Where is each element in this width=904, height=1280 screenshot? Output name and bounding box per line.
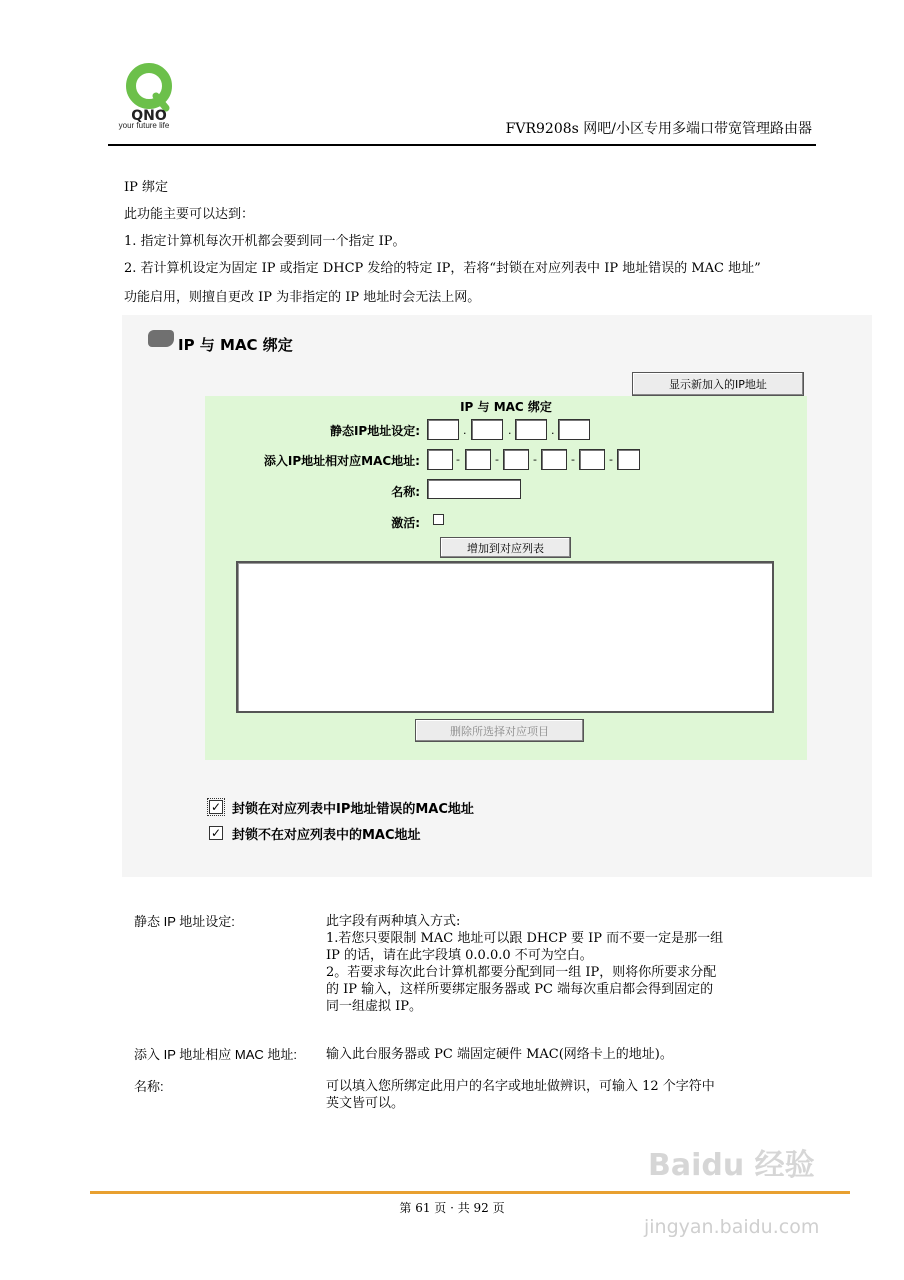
baidu-watermark-url: jingyan.baidu.com — [644, 1216, 820, 1238]
desc-name-text: 可以填入您所绑定此用户的名字或地址做辨识，可输入 12 个字符中 英文皆可以。 — [326, 1079, 715, 1111]
footer-divider — [90, 1191, 850, 1194]
page-number: 第 61 页 · 共 92 页 — [399, 1201, 505, 1215]
delete-selected-button[interactable]: 删除所选择对应项目 — [415, 719, 584, 742]
desc-mac-text: 输入此台服务器或 PC 端固定硬件 MAC(网络卡上的地址)。 — [326, 1047, 673, 1062]
static-ip-label: 静态IP地址设定: — [329, 424, 420, 438]
show-new-ip-button[interactable]: 显示新加入的IP地址 — [632, 372, 804, 396]
ip-octet-1-input[interactable] — [427, 419, 459, 440]
block-wrong-ip-mac-checkbox[interactable]: ✓ — [210, 800, 222, 814]
intro-line: 2. 若计算机设定为固定 IP 或指定 DHCP 发给的特定 IP，若将“封锁在对应列表中 IP 地址错误的 MAC 地址” — [124, 261, 761, 276]
form-header: IP 与 MAC 绑定 — [460, 400, 552, 414]
block-unlisted-mac-label: 封锁不在对应列表中的MAC地址 — [232, 828, 421, 843]
ip-octet-2-input[interactable] — [471, 419, 503, 440]
baidu-watermark: Baidu 经验 — [648, 1148, 815, 1183]
intro-line: 此功能主要可以达到： — [124, 207, 255, 222]
mac-byte-3-input[interactable] — [503, 449, 529, 470]
activate-checkbox[interactable] — [433, 514, 444, 525]
name-input[interactable] — [427, 479, 521, 499]
mac-dash: - — [571, 453, 575, 466]
mac-address-label: 添入IP地址相对应MAC地址: — [263, 454, 420, 468]
mac-dash: - — [609, 453, 613, 466]
mac-byte-2-input[interactable] — [465, 449, 491, 470]
desc-name-label: 名称: — [134, 1079, 164, 1094]
activate-label: 激活: — [391, 516, 420, 530]
ip-dot: . — [508, 424, 512, 437]
panel-title: IP 与 MAC 绑定 — [178, 336, 293, 354]
block-unlisted-mac-checkbox[interactable]: ✓ — [210, 826, 222, 840]
mac-dash: - — [456, 453, 460, 466]
mac-dash: - — [495, 453, 499, 466]
desc-static-ip-text: 此字段有两种填入方式: 1.若您只要限制 MAC 地址可以跟 DHCP 要 IP 而不要一定是那一组 IP 的话，请在此字段填 0.0.0.0 不可为空白。 2。若要求每次此台计算机都要分配到同一组 IP，则将你所要求分配 的 IP 输入，这样所要绑定服务器或 PC 端每次重启都会得到固定的 同一组虚拟 IP。 — [326, 914, 724, 1014]
intro-line: 1. 指定计算机每次开机都会要到同一个指定 IP。 — [124, 234, 406, 249]
mac-byte-5-input[interactable] — [579, 449, 605, 470]
ip-dot: . — [463, 424, 467, 437]
ip-dot: . — [551, 424, 555, 437]
ip-octet-3-input[interactable] — [515, 419, 547, 440]
mac-byte-6-input[interactable] — [617, 449, 640, 470]
document-title: FVR9208s 网吧/小区专用多端口带宽管理路由器 — [505, 121, 812, 137]
desc-mac-label: 添入 IP 地址相应 MAC 地址: — [134, 1047, 297, 1062]
mac-byte-1-input[interactable] — [427, 449, 453, 470]
binding-list[interactable] — [236, 561, 774, 713]
name-label: 名称: — [391, 485, 420, 499]
logo-tagline: your future life — [118, 121, 170, 130]
header-divider — [108, 144, 816, 146]
mac-dash: - — [533, 453, 537, 466]
logo-brand: QNO — [131, 108, 167, 124]
mac-byte-4-input[interactable] — [541, 449, 567, 470]
add-to-list-button[interactable]: 增加到对应列表 — [440, 537, 571, 558]
title-bullet-icon — [148, 330, 174, 347]
ip-octet-4-input[interactable] — [558, 419, 590, 440]
intro-line: 功能启用，则擅自更改 IP 为非指定的 IP 地址时会无法上网。 — [124, 290, 481, 305]
section-heading: IP 绑定 — [124, 180, 169, 195]
block-wrong-ip-mac-label: 封锁在对应列表中IP地址错误的MAC地址 — [232, 802, 474, 817]
desc-static-ip-label: 静态 IP 地址设定: — [134, 914, 235, 929]
